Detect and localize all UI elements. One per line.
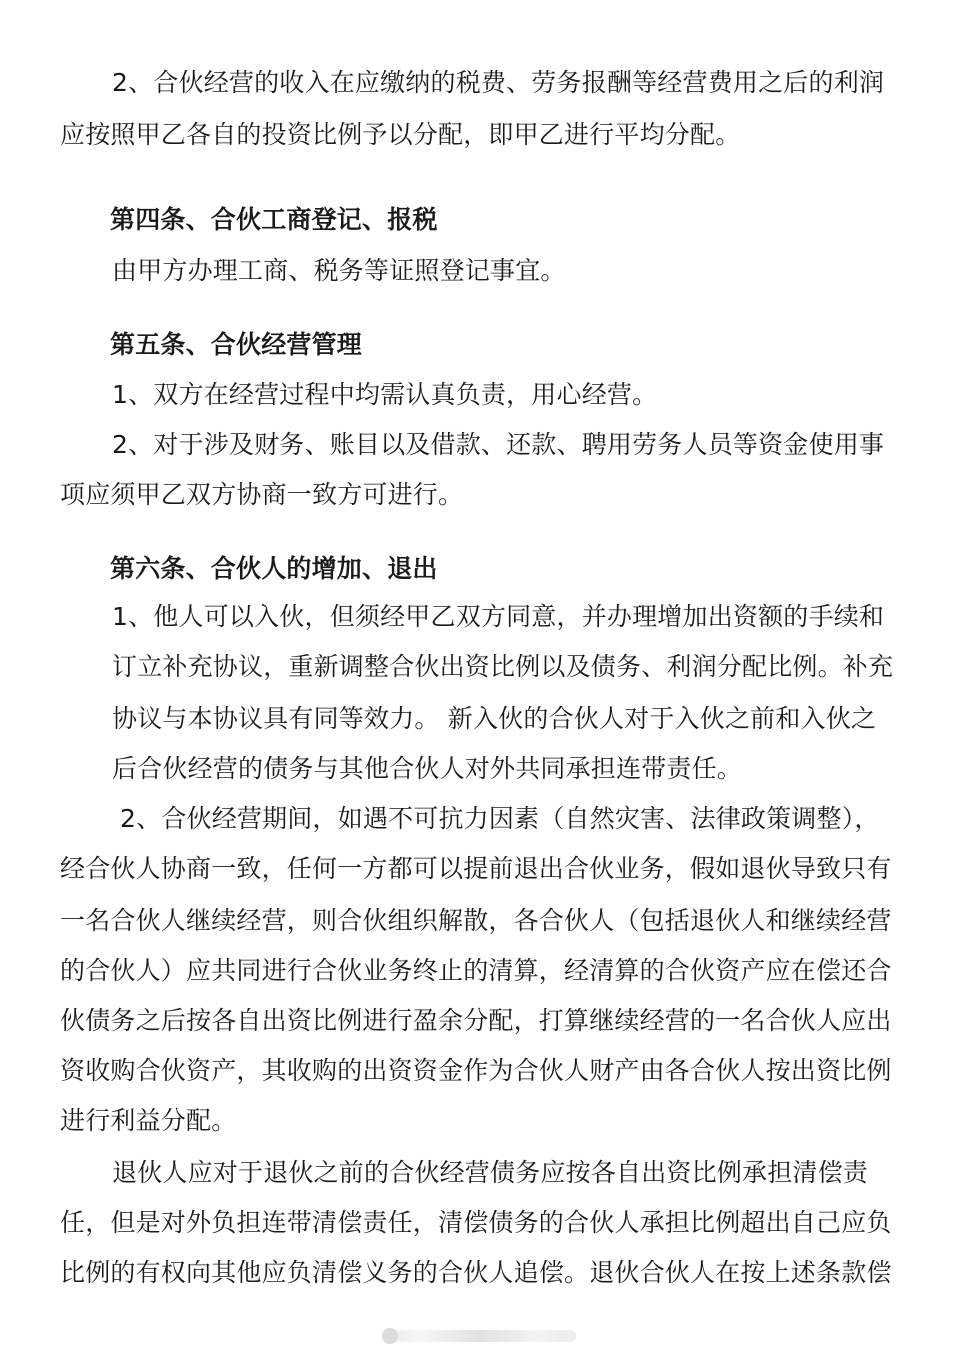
watermark-dot-icon bbox=[382, 1328, 398, 1344]
section-heading-6: 第六条、合伙人的增加、退出 bbox=[110, 554, 438, 583]
watermark-bar bbox=[384, 1330, 576, 1342]
paragraph-line: 一名合伙人继续经营，则合伙组织解散，各合伙人（包括退伙人和继续经营 bbox=[60, 906, 892, 935]
paragraph-line: 订立补充协议，重新调整合伙出资比例以及债务、利润分配比例。补充 bbox=[112, 652, 894, 681]
section-heading-5: 第五条、合伙经营管理 bbox=[110, 330, 363, 359]
paragraph-line: 经合伙人协商一致，任何一方都可以提前退出合伙业务，假如退伙导致只有 bbox=[60, 854, 892, 883]
paragraph-line: 伙债务之后按各自出资比例进行盈余分配，打算继续经营的一名合伙人应出 bbox=[60, 1006, 892, 1035]
paragraph-line: 的合伙人）应共同进行合伙业务终止的清算，经清算的合伙资产应在偿还合 bbox=[60, 956, 892, 985]
paragraph-line: 2、合伙经营期间，如遇不可抗力因素（自然灾害、法律政策调整）， bbox=[120, 804, 880, 833]
paragraph-line: 退伙人应对于退伙之前的合伙经营债务应按各自出资比例承担清偿责 bbox=[112, 1158, 869, 1187]
paragraph-line: 后合伙经营的债务与其他合伙人对外共同承担连带责任。 bbox=[112, 754, 743, 783]
paragraph-line: 比例的有权向其他应负清偿义务的合伙人追偿。退伙合伙人在按上述条款偿 bbox=[60, 1258, 892, 1287]
paragraph-line: 进行利益分配。 bbox=[60, 1106, 237, 1135]
paragraph-line: 项应须甲乙双方协商一致方可进行。 bbox=[60, 480, 464, 509]
paragraph-line: 由甲方办理工商、税务等证照登记事宜。 bbox=[112, 256, 566, 285]
paragraph-line: 2、合伙经营的收入在应缴纳的税费、劳务报酬等经营费用之后的利润 bbox=[112, 68, 885, 97]
bottom-watermark bbox=[384, 1326, 576, 1346]
paragraph-line: 1、他人可以入伙，但须经甲乙双方同意，并办理增加出资额的手续和 bbox=[112, 602, 885, 631]
paragraph-line: 2、对于涉及财务、账目以及借款、还款、聘用劳务人员等资金使用事 bbox=[112, 430, 885, 459]
paragraph-line: 资收购合伙资产，其收购的出资资金作为合伙人财产由各合伙人按出资比例 bbox=[60, 1056, 892, 1085]
paragraph-line: 1、双方在经营过程中均需认真负责，用心经营。 bbox=[112, 380, 658, 409]
section-heading-4: 第四条、合伙工商登记、报税 bbox=[110, 205, 438, 234]
paragraph-line: 应按照甲乙各自的投资比例予以分配，即甲乙进行平均分配。 bbox=[60, 120, 741, 149]
paragraph-line: 任，但是对外负担连带清偿责任，清偿债务的合伙人承担比例超出自己应负 bbox=[60, 1208, 892, 1237]
paragraph-line: 协议与本协议具有同等效力。 新入伙的合伙人对于入伙之前和入伙之 bbox=[112, 704, 877, 733]
